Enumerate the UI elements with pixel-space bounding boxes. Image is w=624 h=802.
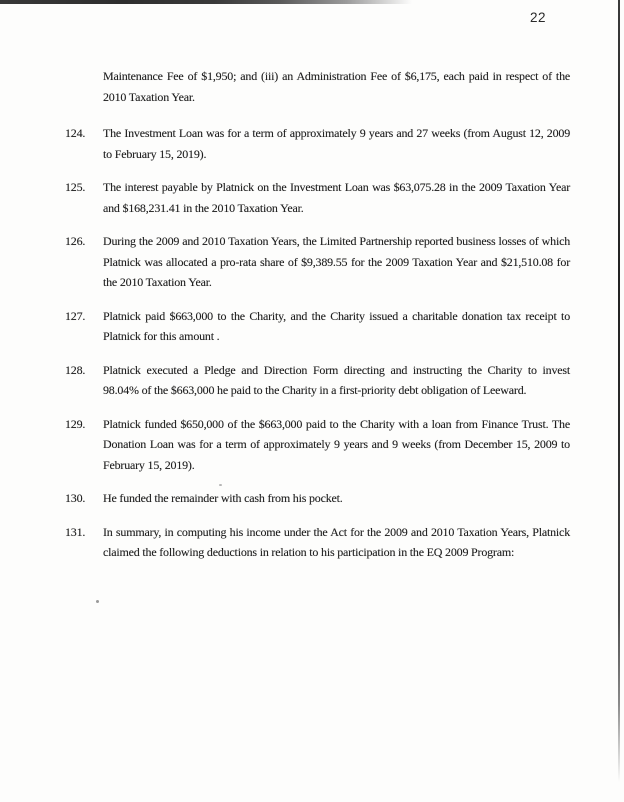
numbered-paragraph-127	[65, 306, 570, 347]
paragraph-text: He funded the remainder with cash from his pocket.	[103, 491, 343, 505]
scan-speck	[96, 600, 99, 603]
paragraph-text: The Investment Loan was for a term of approximately 9 years and 27 weeks (from August 12, 2009 to February 15, 2019).	[103, 126, 570, 161]
paragraph-number: 130.	[65, 491, 86, 505]
numbered-paragraph-130	[65, 488, 570, 509]
paragraph-number: 126.	[65, 234, 86, 248]
numbered-paragraph-124	[65, 123, 570, 164]
paragraph-number: 131.	[65, 524, 86, 539]
paragraph-text: In summary, in computing his income under the Act for the 2009 and 2010 Taxation Years, Platnick claimed the following deductions in relation to his participation in the EQ 2009 Program:	[103, 524, 570, 559]
paragraph-number: 125.	[65, 180, 86, 194]
scan-artifact-right-edge	[618, 0, 620, 782]
paragraph-number: 129.	[65, 416, 86, 431]
paragraph-number: 128.	[65, 362, 86, 377]
page-number: 22	[530, 10, 547, 25]
paragraph-number: 127.	[65, 308, 86, 323]
paragraph-text: During the 2009 and 2010 Taxation Years, the Limited Partnership reported business losses of which Platnick was allocated a pro-rata share of $9,389.55 for the 2009 Taxation Year and $21,510.08 for the 2010 Taxation Year.	[103, 234, 570, 289]
paragraph-continuation: Maintenance Fee of $1,950; and (iii) an Administration Fee of $6,175, each paid in respect of the 2010 Taxation Year.	[103, 69, 570, 104]
paragraph-text: The interest payable by Platnick on the Investment Loan was $63,075.28 in the 2009 Taxation Year and $168,231.41 in the 2010 Taxation Year.	[103, 180, 570, 215]
numbered-paragraph-129	[65, 414, 570, 476]
paragraph-text: Platnick funded $650,000 of the $663,000 paid to the Charity with a loan from Finance Trust. The Donation Loan was for a term of approximately 9 years and 9 weeks (from December 15, 2009 to February 15, 2019).	[103, 416, 570, 472]
numbered-paragraph-126	[65, 231, 570, 293]
numbered-paragraph-128	[65, 360, 570, 401]
paragraph-text: Platnick executed a Pledge and Direction Form directing and instructing the Charity to invest 98.04% of the $663,000 he paid to the Charity in a first-priority debt obligation of Leeward.	[103, 362, 570, 397]
paragraph-number: 124.	[65, 126, 86, 140]
scan-artifact-top-strip	[0, 0, 412, 4]
numbered-paragraph-125	[65, 177, 570, 218]
document-body	[65, 66, 570, 576]
paragraph-text: Platnick paid $663,000 to the Charity, and the Charity issued a charitable donation tax receipt to Platnick for this amount .	[103, 308, 570, 343]
numbered-paragraph-131	[65, 522, 570, 563]
